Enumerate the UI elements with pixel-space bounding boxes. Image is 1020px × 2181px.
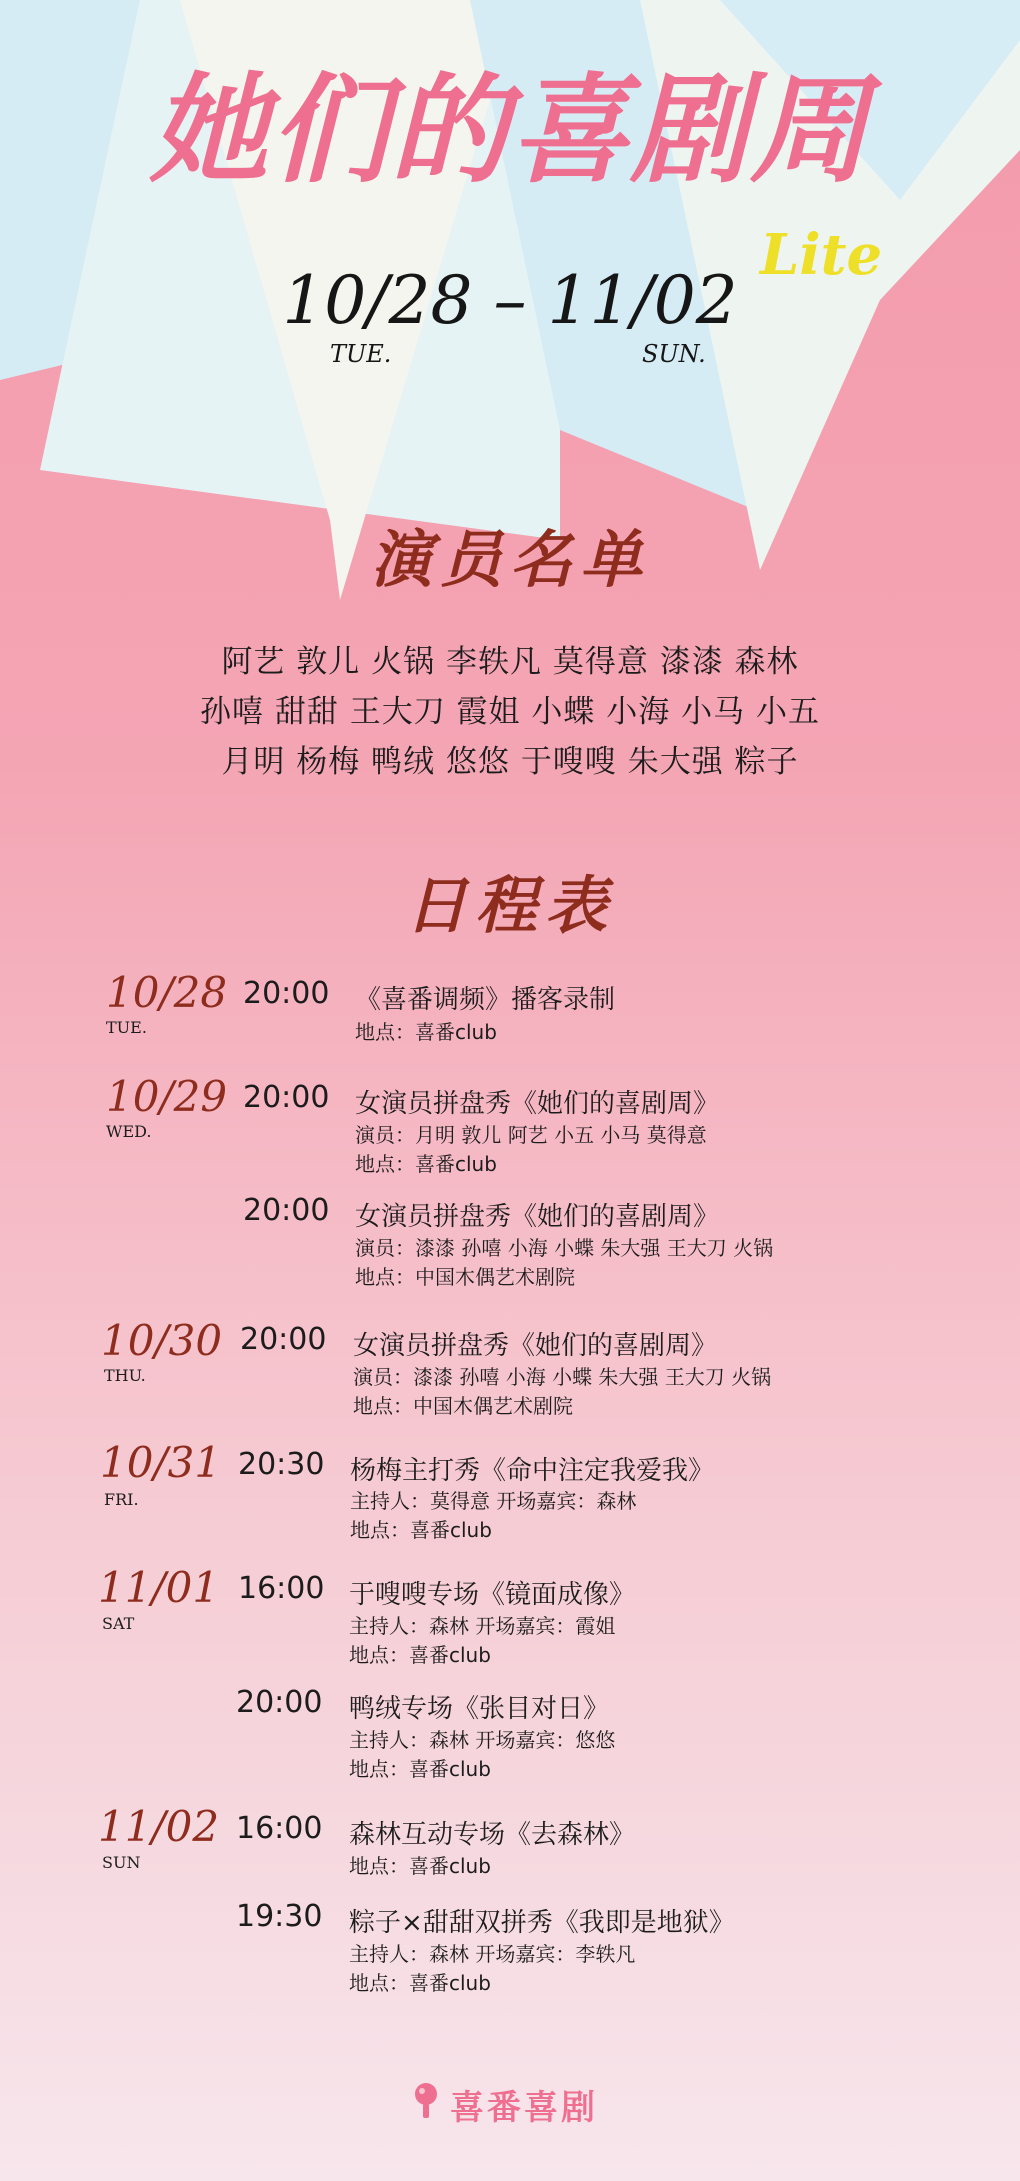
cast-line: 阿艺 敦儿 火锅 李轶凡 莫得意 漆漆 森林: [221, 644, 799, 680]
event-detail: 地点：喜番club: [349, 1757, 491, 1781]
footer-brand-text: 喜番喜剧: [450, 2088, 598, 2128]
cast-heading: 演员名单: [369, 523, 650, 596]
event-title: 女演员拼盘秀《她们的喜剧周》: [355, 1089, 720, 1119]
event-detail: 演员：月明 敦儿 阿艺 小五 小马 莫得意: [355, 1123, 707, 1147]
event-detail: 演员：漆漆 孙嘻 小海 小蝶 朱大强 王大刀 火锅: [355, 1236, 774, 1260]
schedule-date: 10/31: [100, 1438, 222, 1487]
event-detail: 地点：喜番club: [355, 1152, 497, 1176]
schedule-weekday: THU.: [104, 1366, 146, 1385]
event-detail: 地点：喜番club: [355, 1020, 497, 1044]
event-title: 杨梅主打秀《命中注定我爱我》: [350, 1456, 715, 1486]
schedule-heading: 日程表: [404, 869, 615, 942]
event-title: 鸭绒专场《张目对日》: [349, 1694, 610, 1724]
event-detail: 地点：喜番club: [349, 1854, 491, 1878]
event-time: 20:00: [240, 1322, 327, 1357]
schedule-date: 10/28: [106, 968, 228, 1017]
event-title: 于嗖嗖专场《镜面成像》: [349, 1580, 636, 1610]
event-detail: 地点：喜番club: [349, 1643, 491, 1667]
event-title: 女演员拼盘秀《她们的喜剧周》: [353, 1331, 718, 1361]
cast-line: 月明 杨梅 鸭绒 悠悠 于嗖嗖 朱大强 粽子: [221, 744, 799, 780]
date-range: 10/28 – 11/02: [282, 262, 738, 339]
schedule-date: 11/02: [98, 1802, 220, 1851]
event-detail: 主持人：森林 开场嘉宾：李轶凡: [349, 1942, 636, 1966]
event-time: 20:00: [243, 1193, 330, 1228]
schedule-weekday: SAT: [102, 1614, 135, 1633]
microphone-icon: [412, 2082, 440, 2122]
event-time: 16:00: [238, 1571, 325, 1606]
schedule-date: 10/30: [101, 1316, 223, 1365]
schedule-weekday: TUE.: [106, 1018, 147, 1037]
event-detail: 地点：喜番club: [349, 1971, 491, 1995]
schedule-weekday: SUN: [102, 1853, 141, 1872]
event-time: 20:00: [243, 1080, 330, 1115]
cast-line: 孙嘻 甜甜 王大刀 霞姐 小蝶 小海 小马 小五: [200, 694, 820, 730]
event-time: 20:00: [243, 976, 330, 1011]
event-detail: 主持人：莫得意 开场嘉宾：森林: [350, 1489, 637, 1513]
event-title: 女演员拼盘秀《她们的喜剧周》: [355, 1202, 720, 1232]
event-title: 粽子×甜甜双拼秀《我即是地狱》: [349, 1908, 735, 1938]
schedule-weekday: FRI.: [104, 1490, 139, 1509]
hero-subtitle: Lite: [760, 222, 883, 288]
start-weekday: TUE.: [330, 340, 392, 368]
event-detail: 主持人：森林 开场嘉宾：悠悠: [349, 1728, 616, 1752]
schedule-date: 10/29: [106, 1072, 228, 1121]
event-detail: 主持人：森林 开场嘉宾：霞姐: [349, 1614, 616, 1638]
event-detail: 地点：中国木偶艺术剧院: [355, 1265, 575, 1289]
hero-title: 她们的喜剧周: [149, 60, 870, 199]
event-time: 16:00: [236, 1811, 323, 1846]
event-time: 20:30: [238, 1447, 325, 1482]
event-detail: 地点：喜番club: [350, 1518, 492, 1542]
schedule-date: 11/01: [98, 1563, 220, 1612]
event-title: 森林互动专场《去森林》: [349, 1820, 636, 1850]
schedule-weekday: WED.: [106, 1122, 152, 1141]
event-detail: 地点：中国木偶艺术剧院: [353, 1394, 573, 1418]
event-title: 《喜番调频》播客录制: [355, 985, 616, 1015]
event-time: 20:00: [236, 1685, 323, 1720]
event-time: 19:30: [236, 1899, 323, 1934]
event-detail: 演员：漆漆 孙嘻 小海 小蝶 朱大强 王大刀 火锅: [353, 1365, 772, 1389]
footer-brand: [406, 2080, 626, 2128]
end-weekday: SUN.: [642, 340, 706, 368]
